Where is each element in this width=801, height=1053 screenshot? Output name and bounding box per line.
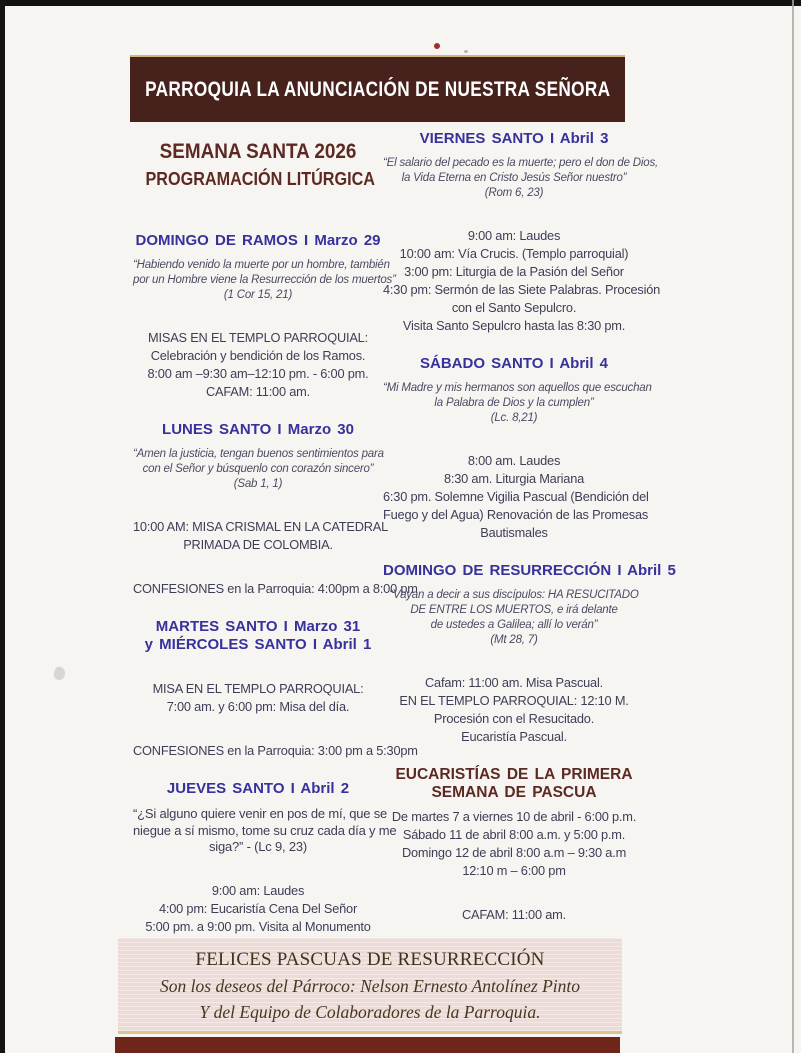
scripture-quote-line: por un Hombre viene la Resurrección de los muertos” xyxy=(133,274,396,286)
schedule-block xyxy=(383,674,645,746)
scripture-quote-line: niegue a sí mismo, tome su cruz cada día y me xyxy=(133,822,397,838)
schedule-line: Eucaristía Pascual. xyxy=(461,729,567,744)
schedule-line: EN EL TEMPLO PARROQUIAL: 12:10 M. xyxy=(399,693,629,708)
footer-greeting-band xyxy=(118,938,622,1034)
scripture-quote-line: (Lc. 8,21) xyxy=(490,412,538,424)
parish-header-band xyxy=(130,55,625,122)
section-heading-line: MARTES SANTO I Marzo 31 xyxy=(155,618,361,635)
pencil-smudge-artifact xyxy=(52,666,66,682)
section-heading xyxy=(383,766,645,802)
schedule-block xyxy=(383,227,661,335)
schedule-line: con el Santo Sepulcro. xyxy=(451,300,577,315)
schedule-line: Fuego y del Agua) Renovación de las Promesas xyxy=(383,507,649,522)
schedule-line: MISAS EN EL TEMPLO PARROQUIAL: xyxy=(148,330,368,345)
section-heading-line: JUEVES SANTO I Abril 2 xyxy=(166,780,350,797)
scripture-quote-line: la Vida Eterna en Cristo Jesús Señor nuestro” xyxy=(401,172,627,184)
program-section xyxy=(133,232,396,401)
schedule-block xyxy=(133,680,383,716)
schedule-line: 10:00 AM: MISA CRISMAL EN LA CATEDRAL xyxy=(133,519,389,534)
scripture-quote-line: “Vayan a decir a sus discípulos: HA RESUCITADO xyxy=(389,589,639,601)
schedule-line: 8:00 am –9:30 am–12:10 pm. - 6:00 pm. xyxy=(147,366,369,381)
scripture-quote-line: “Mi Madre y mis hermanos son aquellos que escuchan xyxy=(383,382,652,394)
scripture-quote-line: “Habiendo venido la muerte por un hombre, también xyxy=(133,259,390,271)
section-heading-line: y MIÉRCOLES SANTO I Abril 1 xyxy=(144,636,372,653)
schedule-line: CONFESIONES en la Parroquia: 4:00pm a 8:00 pm xyxy=(133,581,418,596)
section-heading-line: SÁBADO SANTO I Abril 4 xyxy=(419,355,609,372)
scripture-quote xyxy=(133,258,396,303)
schedule-line: 4:00 pm: Eucaristía Cena Del Señor xyxy=(158,900,358,916)
scripture-quote xyxy=(133,806,397,856)
scripture-quote-line: (Sab 1, 1) xyxy=(233,478,283,490)
schedule-line: 9:00 am: Laudes xyxy=(467,228,561,243)
schedule-block xyxy=(133,518,389,554)
schedule-block xyxy=(133,580,418,598)
scripture-quote xyxy=(383,588,645,648)
scripture-quote-line: “El salario del pecado es la muerte; pero el don de Dios, xyxy=(383,157,658,169)
program-section xyxy=(383,766,645,924)
section-heading xyxy=(133,232,383,250)
program-section xyxy=(133,780,397,936)
scripture-quote-line: (Rom 6, 23) xyxy=(484,187,544,199)
schedule-line: PRIMADA DE COLOMBIA. xyxy=(183,537,333,552)
schedule-block xyxy=(383,452,649,542)
schedule-line: CAFAM: 11:00 am. xyxy=(462,907,566,922)
program-title-line1: SEMANA SANTA 2026 xyxy=(159,140,357,163)
scripture-quote-line: (Mt 28, 7) xyxy=(490,634,538,646)
left-column xyxy=(133,140,418,936)
program-section xyxy=(133,618,418,760)
parish-name: PARROQUIA LA ANUNCIACIÓN DE NUESTRA SEÑORA xyxy=(144,77,611,101)
schedule-line: 6:30 pm. Solemne Vigilia Pascual (Bendición del xyxy=(383,489,649,504)
schedule-block xyxy=(383,808,645,880)
red-ink-dot-artifact xyxy=(434,43,440,49)
section-heading xyxy=(133,421,383,439)
scan-edge-top xyxy=(0,0,801,6)
left-column-sections xyxy=(133,232,418,936)
schedule-block xyxy=(133,882,383,936)
schedule-line: 7:00 am. y 6:00 pm: Misa del día. xyxy=(166,699,350,714)
schedule-line: Celebración y bendición de los Ramos. xyxy=(150,348,366,363)
schedule-line: 5:00 pm. a 9:00 pm. Visita al Monumento xyxy=(145,918,371,934)
schedule-line: 12:10 m – 6:00 pm xyxy=(462,863,566,878)
scripture-quote-line: “¿Si alguno quiere venir en pos de mí, que se xyxy=(133,806,388,821)
schedule-line: Cafam: 11:00 am. Misa Pascual. xyxy=(425,675,603,690)
section-heading-line: EUCARISTÍAS DE LA PRIMERA xyxy=(395,766,633,783)
section-heading-line: LUNES SANTO I Marzo 30 xyxy=(162,421,354,438)
scripture-quote-line: de ustedes a Galilea; allí lo verán” xyxy=(430,619,598,631)
gray-speck-artifact xyxy=(464,50,468,53)
schedule-line: CONFESIONES en la Parroquia: 3:00 pm a 5:30pm xyxy=(133,743,418,758)
section-heading xyxy=(133,618,383,654)
schedule-line: 8:00 am. Laudes xyxy=(467,453,561,468)
scripture-quote-line: “Amen la justicia, tengan buenos sentimientos para xyxy=(133,448,384,460)
program-title xyxy=(133,140,383,190)
schedule-line: Domingo 12 de abril 8:00 a.m – 9:30 a.m xyxy=(401,845,627,860)
scripture-quote-line: siga?” - (Lc 9, 23) xyxy=(208,839,308,854)
schedule-line: Bautismales xyxy=(480,525,548,540)
section-heading-line: VIERNES SANTO I Abril 3 xyxy=(419,130,609,147)
right-column-sections xyxy=(383,130,676,924)
scripture-quote-line: con el Señor y búsquenlo con corazón sincero” xyxy=(142,463,374,475)
scripture-quote xyxy=(383,156,658,201)
schedule-line: Sábado 11 de abril 8:00 a.m. y 5:00 p.m. xyxy=(402,827,626,842)
schedule-line: 10:00 am: Vía Crucis. (Templo parroquial) xyxy=(399,246,629,261)
program-section xyxy=(383,355,652,542)
scan-edge-left xyxy=(0,0,5,1053)
section-heading xyxy=(383,130,645,148)
scripture-quote-line: DE ENTRE LOS MUERTOS, e irá delante xyxy=(410,604,618,616)
program-section xyxy=(383,562,676,746)
program-section xyxy=(383,130,661,335)
footer-line3: Y del Equipo de Colaboradores de la Parroquia. xyxy=(199,1002,541,1022)
schedule-line: De martes 7 a viernes 10 de abril - 6:00 p.m. xyxy=(391,809,637,824)
section-heading xyxy=(383,562,676,580)
bottom-maroon-band xyxy=(115,1037,620,1053)
scripture-quote xyxy=(133,447,383,492)
schedule-line: 3:00 pm: Liturgia de la Pasión del Señor xyxy=(404,264,624,279)
section-heading-line: DOMINGO DE RESURRECCIÓN I Abril 5 xyxy=(383,562,676,579)
scan-edge-right xyxy=(792,0,794,1053)
schedule-line: Procesión con el Resucitado. xyxy=(433,711,595,726)
schedule-line: Visita Santo Sepulcro hasta las 8:30 pm. xyxy=(402,318,626,333)
footer-line2: Son los deseos del Párroco: Nelson Ernesto Antolínez Pinto xyxy=(160,976,580,996)
program-title-line2: PROGRAMACIÓN LITÚRGICA xyxy=(145,169,375,189)
schedule-line: 9:00 am: Laudes xyxy=(211,882,305,898)
program-section xyxy=(133,421,418,598)
footer-title: FELICES PASCUAS DE RESURRECCIÓN xyxy=(195,949,545,970)
schedule-block xyxy=(133,329,383,401)
schedule-line: CAFAM: 11:00 am. xyxy=(206,384,310,399)
schedule-line: 4:30 pm: Sermón de las Siete Palabras. Procesión xyxy=(383,282,661,297)
section-heading xyxy=(133,780,383,798)
schedule-block xyxy=(383,906,645,924)
section-heading-line: SEMANA DE PASCUA xyxy=(431,784,597,801)
schedule-line: 8:30 am. Liturgia Mariana xyxy=(443,471,585,486)
scripture-quote-line: (1 Cor 15, 21) xyxy=(223,289,293,301)
scripture-quote-line: la Palabra de Dios y la cumplen” xyxy=(434,397,594,409)
scripture-quote xyxy=(383,381,652,426)
schedule-line: MISA EN EL TEMPLO PARROQUIAL: xyxy=(152,681,364,696)
schedule-block xyxy=(133,742,418,760)
section-heading xyxy=(383,355,645,373)
right-column xyxy=(383,130,676,924)
section-heading-line: DOMINGO DE RAMOS I Marzo 29 xyxy=(135,232,381,249)
